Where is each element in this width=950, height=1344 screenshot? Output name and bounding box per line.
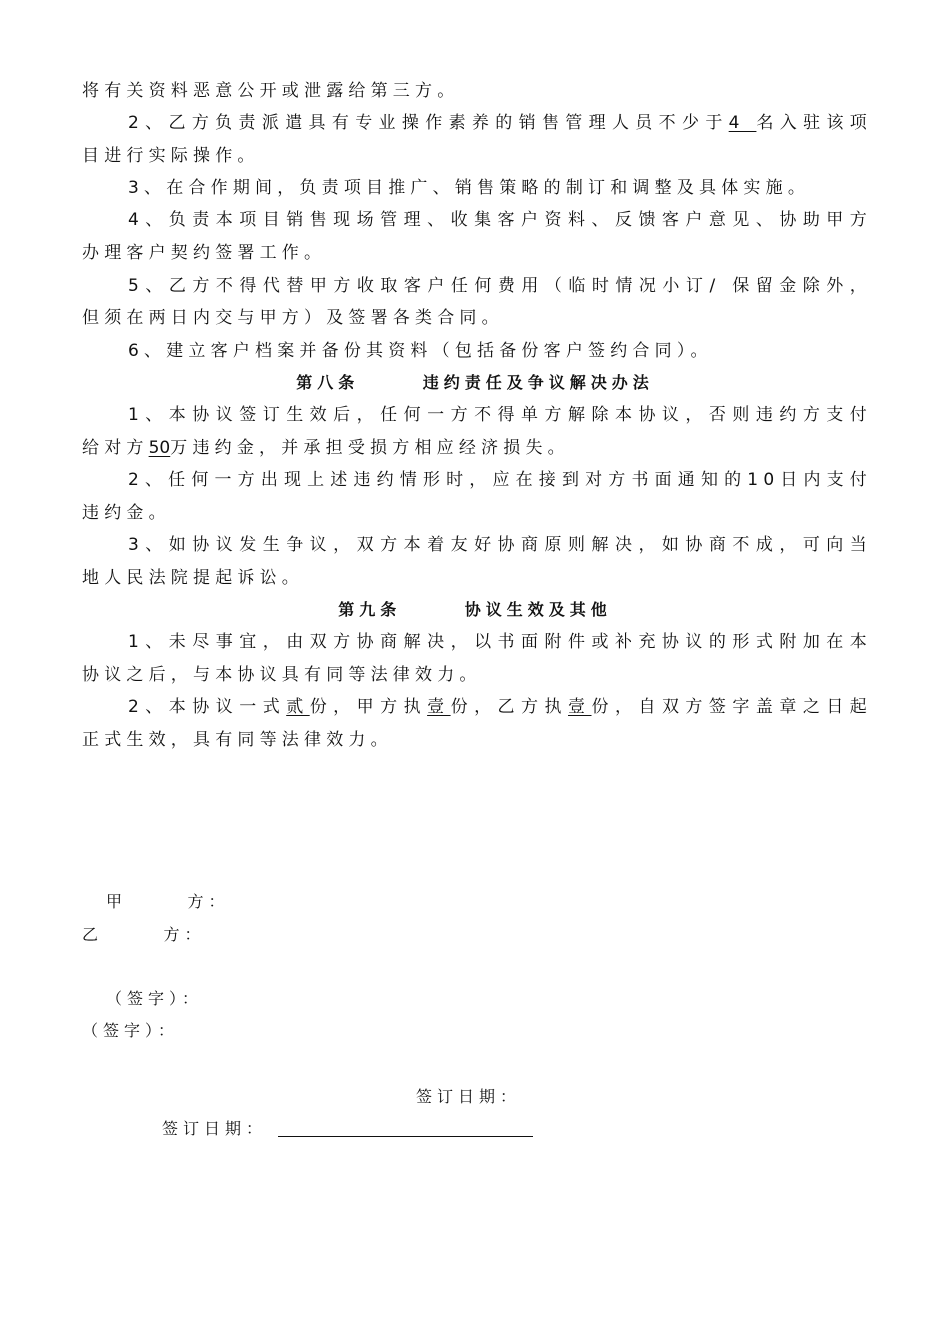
clause-9-1-line-2: 协议之后，与本协议具有同等法律效力。 xyxy=(82,665,482,685)
clause-7-4-line-2: 办理客户契约签署工作。 xyxy=(82,243,327,263)
clause-7-2-line-1: 2、乙方负责派遣具有专业操作素养的销售管理人员不少于4 名入驻该项 xyxy=(128,113,872,133)
party-a-label: 甲 方： xyxy=(106,892,230,911)
continued-paragraph: 将有关资料恶意公开或泄露给第三方。 xyxy=(82,81,460,101)
article-9-heading: 第九条 协议生效及其他 xyxy=(338,600,612,619)
party-a-signature-label: （签字）： xyxy=(106,989,204,1008)
clause-8-3-line-2: 地人民法院提起诉讼。 xyxy=(82,568,304,588)
clause-7-3: 3、在合作期间，负责项目推广、销售策略的制订和调整及具体实施。 xyxy=(128,178,811,198)
party-b-label: 乙 方： xyxy=(82,925,206,944)
clause-9-1-line-1: 1、未尽事宜，由双方协商解决，以书面附件或补充协议的形式附加在本 xyxy=(128,632,872,652)
party-b-date-label: 签订日期： xyxy=(162,1119,268,1138)
clause-7-2-line-2: 目进行实际操作。 xyxy=(82,146,260,166)
party-a-copies: 壹 xyxy=(427,697,451,717)
clause-8-2-line-1: 2、任何一方出现上述违约情形时，应在接到对方书面通知的10日内支付 xyxy=(128,470,872,490)
clause-9-2-line-1: 2、本协议一式贰份，甲方执壹份，乙方执壹份，自双方签字盖章之日起 xyxy=(128,697,873,717)
clause-8-2-line-2: 违约金。 xyxy=(82,503,171,523)
clause-8-1-line-1: 1、本协议签订生效后，任何一方不得单方解除本协议，否则违约方支付 xyxy=(128,405,872,425)
penalty-amount: 50 xyxy=(148,438,171,458)
staff-count: 4 xyxy=(728,113,757,133)
clause-9-2-line-2: 正式生效，具有同等法律效力。 xyxy=(82,730,393,750)
article-8-heading: 第八条 违约责任及争议解决办法 xyxy=(296,373,654,392)
clause-7-4-line-1: 4、负责本项目销售现场管理、收集客户资料、反馈客户意见、协助甲方 xyxy=(128,210,872,230)
party-a-date-label: 签订日期： xyxy=(416,1087,522,1106)
total-copies: 贰 xyxy=(286,697,310,717)
party-b-signature-label: （签字）： xyxy=(82,1021,180,1040)
party-b-copies: 壹 xyxy=(568,697,592,717)
clause-8-3-line-1: 3、如协议发生争议，双方本着友好协商原则解决，如协商不成，可向当 xyxy=(128,535,872,555)
date-blank-line xyxy=(278,1136,533,1137)
clause-7-5-line-1: 5、乙方不得代替甲方收取客户任何费用（临时情况小订/ 保留金除外， xyxy=(128,276,872,296)
clause-7-5-line-2: 但须在两日内交与甲方）及签署各类合同。 xyxy=(82,308,504,328)
clause-8-1-line-2: 给对方50万违约金，并承担受损方相应经济损失。 xyxy=(82,438,570,458)
clause-7-6: 6、建立客户档案并备份其资料（包括备份客户签约合同）。 xyxy=(128,341,713,361)
